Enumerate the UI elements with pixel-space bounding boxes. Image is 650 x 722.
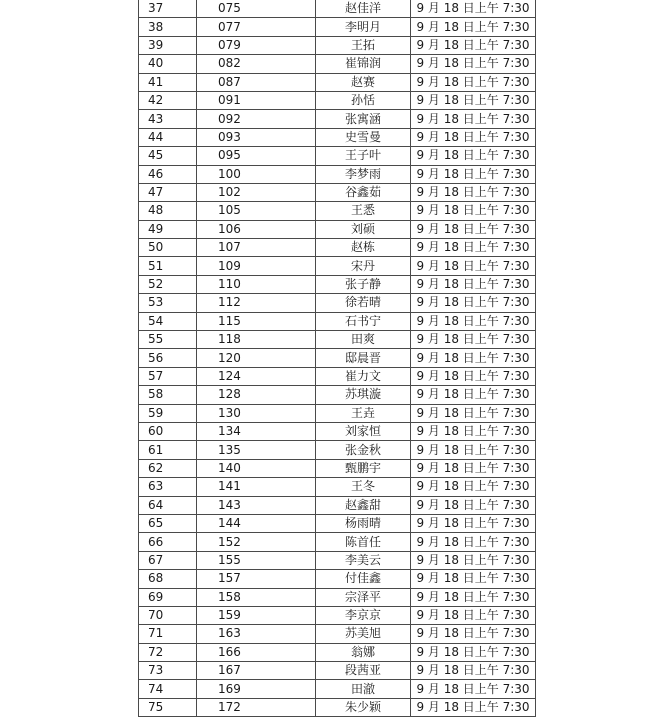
candidate-number-cell: 106	[197, 220, 316, 238]
row-number-cell: 41	[139, 73, 197, 91]
time-cell: 9 月 18 日上午 7:30	[411, 147, 536, 165]
time-cell: 9 月 18 日上午 7:30	[411, 588, 536, 606]
schedule-table	[138, 0, 536, 717]
name-cell: 王冬	[316, 478, 411, 496]
candidate-number-cell: 120	[197, 349, 316, 367]
row-number-cell: 69	[139, 588, 197, 606]
time-cell: 9 月 18 日上午 7:30	[411, 165, 536, 183]
name-cell: 田爽	[316, 331, 411, 349]
time-cell: 9 月 18 日上午 7:30	[411, 367, 536, 385]
table-row	[139, 625, 536, 643]
time-cell: 9 月 18 日上午 7:30	[411, 36, 536, 54]
row-number-cell: 53	[139, 294, 197, 312]
candidate-number-cell: 115	[197, 312, 316, 330]
table-row	[139, 533, 536, 551]
time-cell: 9 月 18 日上午 7:30	[411, 643, 536, 661]
candidate-number-cell: 079	[197, 36, 316, 54]
candidate-number-cell: 159	[197, 606, 316, 624]
candidate-number-cell: 163	[197, 625, 316, 643]
name-cell: 甄鹏宇	[316, 459, 411, 477]
name-cell: 李京京	[316, 606, 411, 624]
time-cell: 9 月 18 日上午 7:30	[411, 202, 536, 220]
time-cell: 9 月 18 日上午 7:30	[411, 91, 536, 109]
row-number-cell: 72	[139, 643, 197, 661]
candidate-number-cell: 105	[197, 202, 316, 220]
time-cell: 9 月 18 日上午 7:30	[411, 73, 536, 91]
row-number-cell: 47	[139, 183, 197, 201]
time-cell: 9 月 18 日上午 7:30	[411, 570, 536, 588]
candidate-number-cell: 091	[197, 91, 316, 109]
candidate-number-cell: 102	[197, 183, 316, 201]
table-row	[139, 36, 536, 54]
candidate-number-cell: 077	[197, 18, 316, 36]
name-cell: 谷鑫茹	[316, 183, 411, 201]
row-number-cell: 55	[139, 331, 197, 349]
time-cell: 9 月 18 日上午 7:30	[411, 680, 536, 698]
candidate-number-cell: 110	[197, 275, 316, 293]
name-cell: 宗泽平	[316, 588, 411, 606]
table-row	[139, 496, 536, 514]
name-cell: 徐若晴	[316, 294, 411, 312]
time-cell: 9 月 18 日上午 7:30	[411, 110, 536, 128]
time-cell: 9 月 18 日上午 7:30	[411, 239, 536, 257]
time-cell: 9 月 18 日上午 7:30	[411, 441, 536, 459]
row-number-cell: 52	[139, 275, 197, 293]
name-cell: 赵栋	[316, 239, 411, 257]
time-cell: 9 月 18 日上午 7:30	[411, 606, 536, 624]
table-row	[139, 680, 536, 698]
table-row	[139, 147, 536, 165]
name-cell: 赵赛	[316, 73, 411, 91]
candidate-number-cell: 158	[197, 588, 316, 606]
name-cell: 史雪曼	[316, 128, 411, 146]
table-row	[139, 349, 536, 367]
name-cell: 付佳鑫	[316, 570, 411, 588]
time-cell: 9 月 18 日上午 7:30	[411, 349, 536, 367]
time-cell: 9 月 18 日上午 7:30	[411, 183, 536, 201]
candidate-number-cell: 143	[197, 496, 316, 514]
candidate-number-cell: 157	[197, 570, 316, 588]
table-row	[139, 220, 536, 238]
name-cell: 赵佳洋	[316, 0, 411, 18]
name-cell: 李美云	[316, 551, 411, 569]
table-row	[139, 478, 536, 496]
name-cell: 孙恬	[316, 91, 411, 109]
table-row	[139, 570, 536, 588]
candidate-number-cell: 135	[197, 441, 316, 459]
row-number-cell: 75	[139, 698, 197, 716]
table-row	[139, 698, 536, 716]
time-cell: 9 月 18 日上午 7:30	[411, 459, 536, 477]
row-number-cell: 42	[139, 91, 197, 109]
table-row	[139, 0, 536, 18]
name-cell: 李梦雨	[316, 165, 411, 183]
name-cell: 张金秋	[316, 441, 411, 459]
table-row	[139, 331, 536, 349]
name-cell: 田澈	[316, 680, 411, 698]
candidate-number-cell: 075	[197, 0, 316, 18]
candidate-number-cell: 152	[197, 533, 316, 551]
name-cell: 王悉	[316, 202, 411, 220]
candidate-number-cell: 128	[197, 386, 316, 404]
time-cell: 9 月 18 日上午 7:30	[411, 55, 536, 73]
time-cell: 9 月 18 日上午 7:30	[411, 312, 536, 330]
row-number-cell: 74	[139, 680, 197, 698]
row-number-cell: 45	[139, 147, 197, 165]
row-number-cell: 39	[139, 36, 197, 54]
candidate-number-cell: 087	[197, 73, 316, 91]
row-number-cell: 68	[139, 570, 197, 588]
table-row	[139, 386, 536, 404]
row-number-cell: 50	[139, 239, 197, 257]
table-row	[139, 165, 536, 183]
row-number-cell: 54	[139, 312, 197, 330]
candidate-number-cell: 092	[197, 110, 316, 128]
row-number-cell: 58	[139, 386, 197, 404]
row-number-cell: 64	[139, 496, 197, 514]
time-cell: 9 月 18 日上午 7:30	[411, 331, 536, 349]
table-row	[139, 551, 536, 569]
time-cell: 9 月 18 日上午 7:30	[411, 18, 536, 36]
time-cell: 9 月 18 日上午 7:30	[411, 698, 536, 716]
candidate-number-cell: 166	[197, 643, 316, 661]
row-number-cell: 67	[139, 551, 197, 569]
row-number-cell: 40	[139, 55, 197, 73]
row-number-cell: 71	[139, 625, 197, 643]
candidate-number-cell: 172	[197, 698, 316, 716]
candidate-number-cell: 100	[197, 165, 316, 183]
time-cell: 9 月 18 日上午 7:30	[411, 551, 536, 569]
row-number-cell: 48	[139, 202, 197, 220]
table-row	[139, 312, 536, 330]
name-cell: 邸晨晋	[316, 349, 411, 367]
row-number-cell: 44	[139, 128, 197, 146]
time-cell: 9 月 18 日上午 7:30	[411, 404, 536, 422]
candidate-number-cell: 082	[197, 55, 316, 73]
name-cell: 石书宁	[316, 312, 411, 330]
table-row	[139, 588, 536, 606]
name-cell: 张寓涵	[316, 110, 411, 128]
row-number-cell: 60	[139, 422, 197, 440]
name-cell: 段茜亚	[316, 662, 411, 680]
candidate-number-cell: 095	[197, 147, 316, 165]
table-row	[139, 91, 536, 109]
name-cell: 陈首任	[316, 533, 411, 551]
row-number-cell: 38	[139, 18, 197, 36]
candidate-number-cell: 112	[197, 294, 316, 312]
candidate-number-cell: 093	[197, 128, 316, 146]
candidate-number-cell: 124	[197, 367, 316, 385]
table-row	[139, 128, 536, 146]
name-cell: 苏琪漩	[316, 386, 411, 404]
row-number-cell: 49	[139, 220, 197, 238]
schedule-table-body	[139, 0, 536, 717]
table-row	[139, 441, 536, 459]
table-row	[139, 294, 536, 312]
row-number-cell: 61	[139, 441, 197, 459]
candidate-number-cell: 134	[197, 422, 316, 440]
table-row	[139, 643, 536, 661]
name-cell: 崔力文	[316, 367, 411, 385]
table-row	[139, 404, 536, 422]
row-number-cell: 65	[139, 514, 197, 532]
table-row	[139, 257, 536, 275]
time-cell: 9 月 18 日上午 7:30	[411, 422, 536, 440]
candidate-number-cell: 109	[197, 257, 316, 275]
candidate-number-cell: 141	[197, 478, 316, 496]
name-cell: 崔锦润	[316, 55, 411, 73]
table-row	[139, 367, 536, 385]
time-cell: 9 月 18 日上午 7:30	[411, 220, 536, 238]
table-row	[139, 422, 536, 440]
table-row	[139, 514, 536, 532]
candidate-number-cell: 169	[197, 680, 316, 698]
row-number-cell: 46	[139, 165, 197, 183]
table-row	[139, 110, 536, 128]
table-row	[139, 239, 536, 257]
row-number-cell: 70	[139, 606, 197, 624]
name-cell: 刘硕	[316, 220, 411, 238]
table-row	[139, 73, 536, 91]
name-cell: 张子静	[316, 275, 411, 293]
candidate-number-cell: 167	[197, 662, 316, 680]
time-cell: 9 月 18 日上午 7:30	[411, 386, 536, 404]
time-cell: 9 月 18 日上午 7:30	[411, 514, 536, 532]
table-row	[139, 275, 536, 293]
time-cell: 9 月 18 日上午 7:30	[411, 257, 536, 275]
name-cell: 李明月	[316, 18, 411, 36]
name-cell: 宋丹	[316, 257, 411, 275]
name-cell: 苏美旭	[316, 625, 411, 643]
row-number-cell: 43	[139, 110, 197, 128]
row-number-cell: 59	[139, 404, 197, 422]
name-cell: 王子叶	[316, 147, 411, 165]
candidate-number-cell: 144	[197, 514, 316, 532]
time-cell: 9 月 18 日上午 7:30	[411, 533, 536, 551]
row-number-cell: 66	[139, 533, 197, 551]
candidate-number-cell: 130	[197, 404, 316, 422]
time-cell: 9 月 18 日上午 7:30	[411, 0, 536, 18]
time-cell: 9 月 18 日上午 7:30	[411, 496, 536, 514]
candidate-number-cell: 140	[197, 459, 316, 477]
table-row	[139, 662, 536, 680]
name-cell: 刘家恒	[316, 422, 411, 440]
row-number-cell: 73	[139, 662, 197, 680]
time-cell: 9 月 18 日上午 7:30	[411, 662, 536, 680]
time-cell: 9 月 18 日上午 7:30	[411, 128, 536, 146]
name-cell: 杨雨晴	[316, 514, 411, 532]
table-row	[139, 202, 536, 220]
row-number-cell: 37	[139, 0, 197, 18]
candidate-number-cell: 155	[197, 551, 316, 569]
table-row	[139, 183, 536, 201]
time-cell: 9 月 18 日上午 7:30	[411, 294, 536, 312]
time-cell: 9 月 18 日上午 7:30	[411, 478, 536, 496]
name-cell: 王垚	[316, 404, 411, 422]
table-row	[139, 606, 536, 624]
candidate-number-cell: 107	[197, 239, 316, 257]
row-number-cell: 57	[139, 367, 197, 385]
candidate-number-cell: 118	[197, 331, 316, 349]
row-number-cell: 63	[139, 478, 197, 496]
table-row	[139, 55, 536, 73]
name-cell: 王拓	[316, 36, 411, 54]
row-number-cell: 56	[139, 349, 197, 367]
time-cell: 9 月 18 日上午 7:30	[411, 275, 536, 293]
table-row	[139, 459, 536, 477]
name-cell: 赵鑫甜	[316, 496, 411, 514]
row-number-cell: 62	[139, 459, 197, 477]
name-cell: 朱少颖	[316, 698, 411, 716]
row-number-cell: 51	[139, 257, 197, 275]
name-cell: 翁娜	[316, 643, 411, 661]
time-cell: 9 月 18 日上午 7:30	[411, 625, 536, 643]
table-row	[139, 18, 536, 36]
